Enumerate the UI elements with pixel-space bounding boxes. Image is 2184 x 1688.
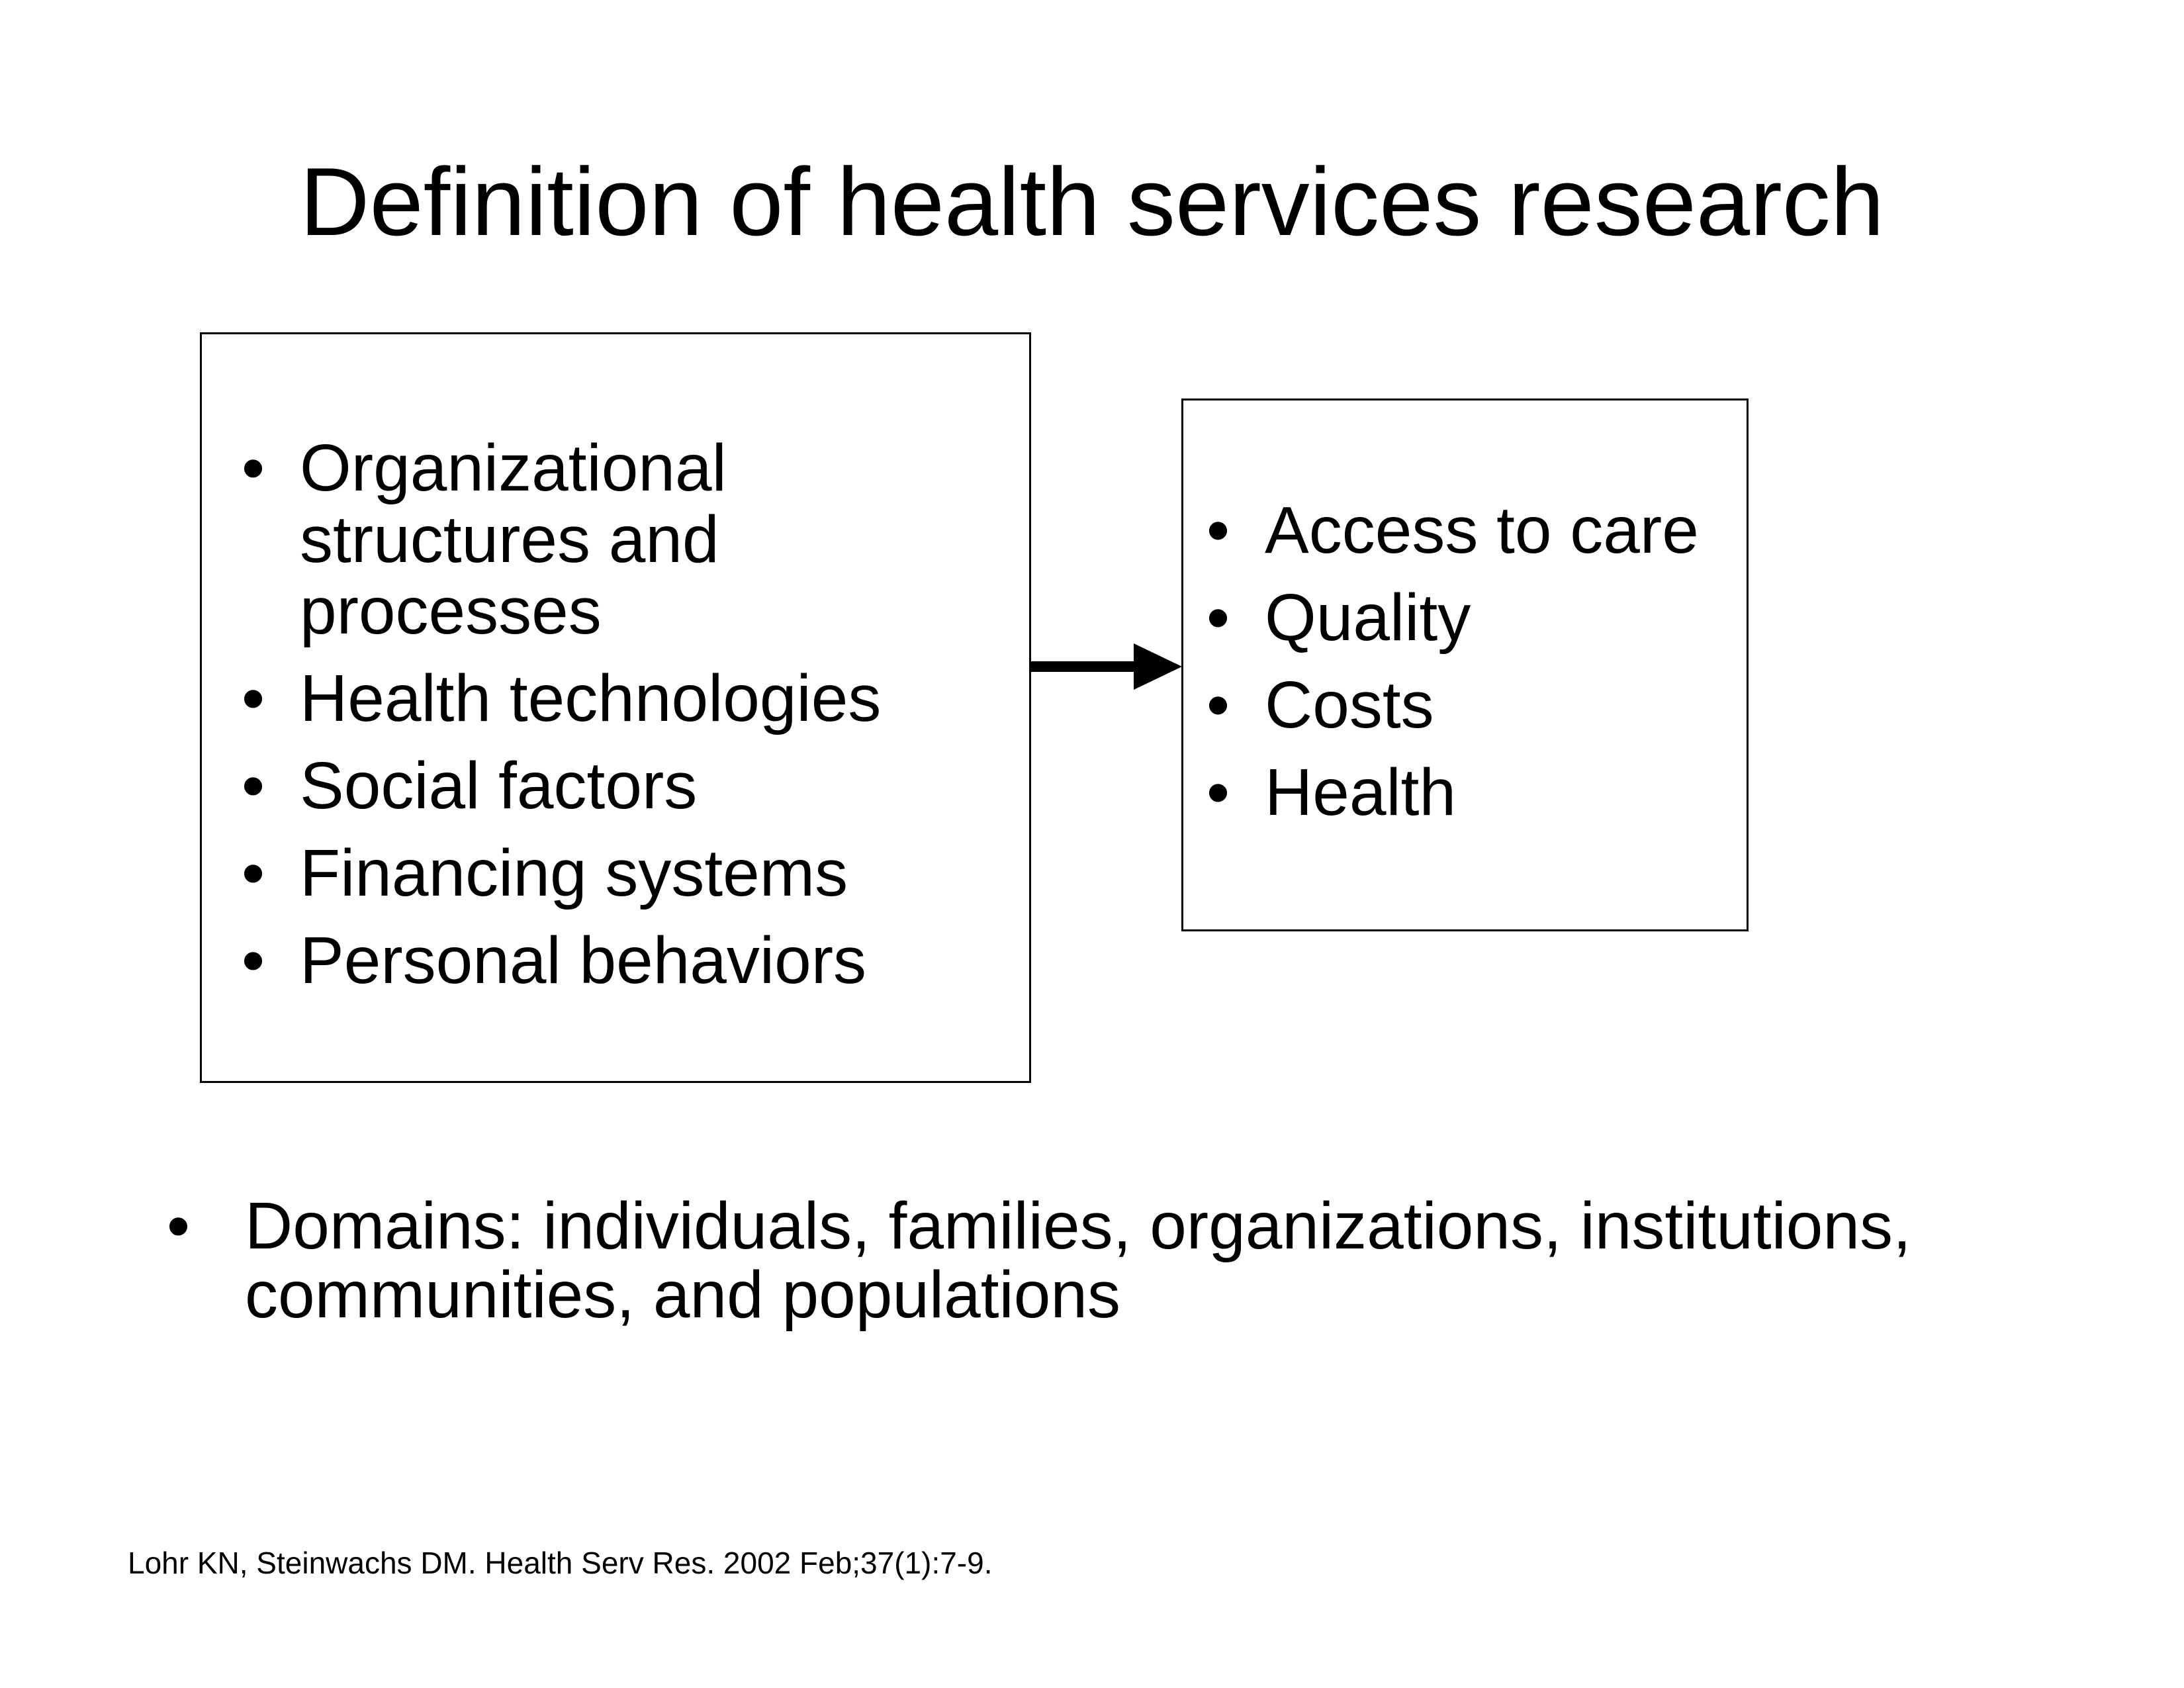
determinant-item [242, 925, 1003, 996]
bullet-icon: • [242, 661, 265, 735]
outcomes-box [1181, 399, 1749, 931]
outcome-item [1206, 757, 1736, 828]
determinant-item [242, 837, 1003, 909]
outcome-item [1206, 582, 1736, 653]
bullet-icon: • [1206, 755, 1230, 829]
outcome-label: Health [1265, 755, 1457, 829]
bullet-icon: • [242, 923, 265, 998]
determinants-box [200, 332, 1031, 1083]
outcomes-list [1206, 494, 1736, 844]
bullet-icon: • [1206, 668, 1230, 742]
outcome-label: Quality [1265, 581, 1471, 655]
slide-title: Definition of health services research [300, 148, 1884, 256]
determinant-label: Financing systems [300, 836, 848, 910]
outcome-item [1206, 669, 1736, 741]
bullet-icon: • [1206, 493, 1230, 567]
outcome-label: Costs [1265, 668, 1434, 742]
bullet-icon: • [242, 836, 265, 910]
determinant-label: Social factors [300, 749, 698, 823]
determinant-item [242, 663, 1003, 734]
determinant-item [242, 750, 1003, 821]
determinants-list [242, 432, 1003, 1012]
determinant-label: Organizational structures and processes [300, 431, 727, 648]
arrow-head [1134, 643, 1182, 690]
arrow-right-icon [1031, 640, 1183, 693]
citation: Lohr KN, Steinwachs DM. Health Serv Res. 2002 Feb;37(1):7-9. [128, 1546, 993, 1580]
bullet-icon: • [242, 431, 265, 505]
determinant-label: Health technologies [300, 661, 882, 735]
domains-text: Domains: individuals, families, organizations, institutions, communities, and populations [245, 1189, 1911, 1332]
arrow-shaft [1031, 661, 1137, 672]
bullet-icon: • [167, 1189, 191, 1263]
outcome-item [1206, 494, 1736, 566]
outcome-label: Access to care [1265, 493, 1699, 567]
determinant-item [242, 432, 1003, 647]
domains-bullet [167, 1189, 2119, 1332]
determinant-label: Personal behaviors [300, 923, 867, 998]
bullet-icon: • [242, 749, 265, 823]
bullet-icon: • [1206, 581, 1230, 655]
